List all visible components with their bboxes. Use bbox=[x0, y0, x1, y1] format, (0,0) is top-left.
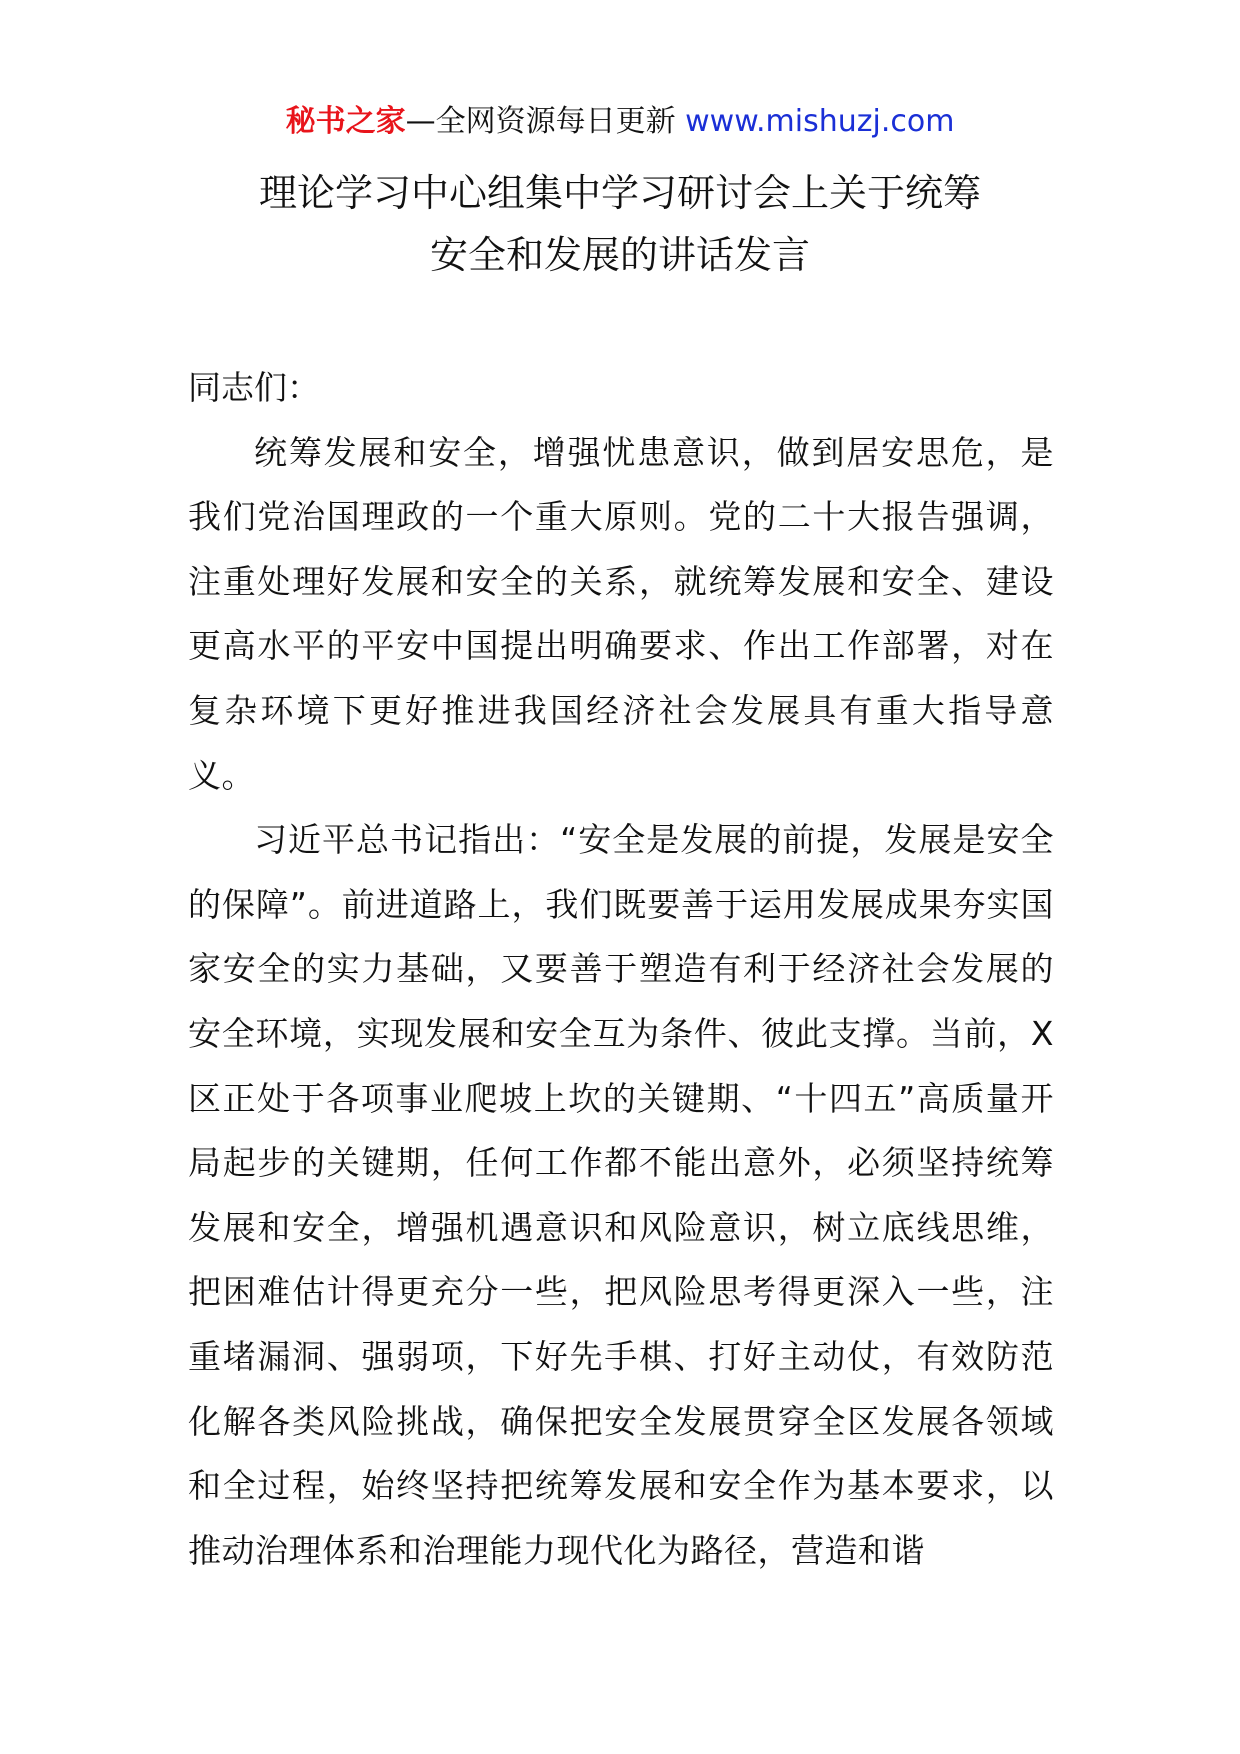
salutation: 同志们： bbox=[188, 368, 320, 407]
header-tagline: —全网资源每日更新 bbox=[405, 104, 686, 139]
site-url-link[interactable]: www.mishuzj.com bbox=[685, 104, 955, 139]
title-line-2: 安全和发展的讲话发言 bbox=[429, 233, 810, 277]
paragraph-2: 习近平总书记指出：“安全是发展的前提，发展是安全的保障”。前进道路上，我们既要善于运用发展成果夯实国家安全的实力基础，又要善于塑造有利于经济社会发展的安全环境，实现发展和安全互为条件、彼此支撑。当前，X区正处于各项事业爬坡上坎的关键期、“十四五”高质量开局起步的关键期，任何工作都不能出意外，必须坚持统筹发展和安全，增强机遇意识和风险意识，树立底线思维，把困难估计得更充分一些，把风险思考得更深入一些，注重堵漏洞、强弱项，下好先手棋、打好主动仗，有效防范化解各类风险挑战，确保把安全发展贯穿全区发展各领域和全过程，始终坚持把统筹发展和安全作为基本要求，以推动治理体系和治理能力现代化为路径，营造和谐 bbox=[188, 820, 1054, 1570]
document-title bbox=[150, 162, 1090, 286]
watermark-header bbox=[0, 100, 1240, 144]
title-line-1: 理论学习中心组集中学习研讨会上关于统筹 bbox=[258, 171, 981, 215]
document-body bbox=[188, 356, 1054, 1583]
paragraph-1: 统筹发展和安全，增强忧患意识，做到居安思危，是我们党治国理政的一个重大原则。党的二十大报告强调，注重处理好发展和安全的关系，就统筹发展和安全、建设更高水平的平安中国提出明确要求、作出工作部署，对在复杂环境下更好推进我国经济社会发展具有重大指导意义。 bbox=[188, 432, 1054, 795]
brand-name: 秘书之家 bbox=[285, 104, 406, 139]
